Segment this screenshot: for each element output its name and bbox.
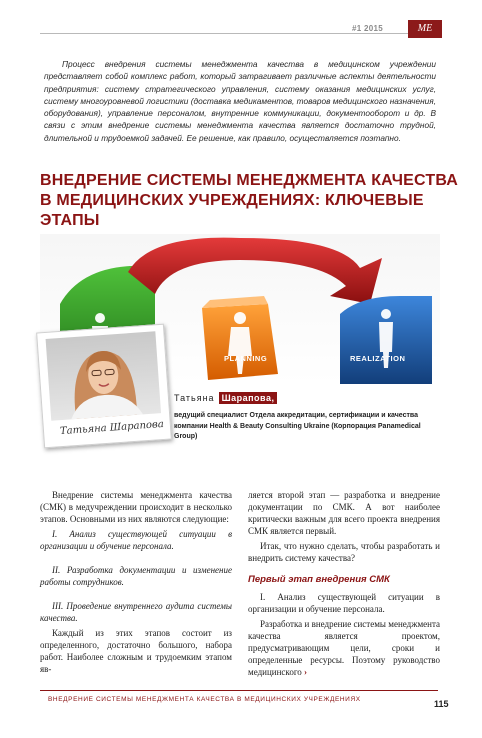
paragraph: I. Анализ существующей ситуации в организации и обучение персонала. xyxy=(248,592,440,614)
issue-number: #1 2015 xyxy=(352,24,384,33)
intro-paragraph: Процесс внедрения системы менеджмента качества в медицинском учреждении представляет собой комплекс работ, который затрагивает различные аспекты деятельности предприятия: систему стратегического управления, систему оказания медицинских услуг, систему многоуровневой логистики (доставка медикаментов, товаров медицинского назначения, оборудования), управление персоналом, внутренние коммуникации, документооборот и др. В связи с этим внедрение системы менеджмента качества является достаточно трудной, длительной и трудоемкой задачей. Ее решение, как правило, осуществляется поэтапно. xyxy=(44,59,436,143)
paragraph: Каждый из этих этапов состоит из определенного, достаточно большого, набора работ. Наиболее сложным и трудоемким этапом яв- xyxy=(40,628,232,674)
red-arrow xyxy=(128,238,382,304)
magazine-logo: МЕ xyxy=(408,20,442,38)
footer-rule xyxy=(40,690,438,691)
author-photo-frame xyxy=(36,324,172,449)
article-title: ВНЕДРЕНИЕ СИСТЕМЫ МЕНЕДЖМЕНТА КАЧЕСТВА В МЕДИЦИНСКИХ УЧРЕЖДЕНИЯХ: КЛЮЧЕВЫЕ ЭТАПЫ xyxy=(40,172,459,229)
page-header xyxy=(0,20,482,42)
page-number: 115 xyxy=(434,699,449,709)
paragraph-text: Разработка и внедрение системы менеджмента качества является проектом, предусматривающим цели, сроки и определенные ресурсы. Поэтому руководство медицинского xyxy=(248,619,440,677)
planning-label: PLANNING xyxy=(224,354,268,363)
body-column-left xyxy=(40,489,232,678)
author-signature: Татьяна Шарапова xyxy=(59,418,165,438)
author-last-name: Шарапова, xyxy=(219,392,278,404)
section-heading: Первый этап внедрения СМК xyxy=(248,574,390,585)
author-photo xyxy=(46,331,161,420)
running-title: ВНЕДРЕНИЕ СИСТЕМЫ МЕНЕДЖМЕНТА КАЧЕСТВА В МЕДИЦИНСКИХ УЧРЕЖДЕНИЯХ xyxy=(48,696,361,703)
list-item-stage-3: III. Проведение внутреннего аудита системы качества. xyxy=(40,601,232,623)
paragraph: Итак, что нужно сделать, чтобы разработать и внедрить систему качества? xyxy=(248,541,440,563)
header-rule xyxy=(40,33,408,34)
realization-label: REALIZATION xyxy=(350,354,406,363)
paragraph xyxy=(248,618,440,678)
paragraph: Внедрение системы менеджмента качества (СМК) в медучреждении происходит в несколько этапов. Основными из них являются следующие: xyxy=(40,490,232,524)
body-column-right xyxy=(248,489,440,681)
paragraph: ляется второй этап — разработка и внедрение документации по СМК. А вот наиболее критически важным для всего проекта внедрения СМК является первый. xyxy=(248,490,440,536)
portrait-graphic xyxy=(46,331,161,420)
list-item-stage-2: II. Разработка документации и изменение работы сотрудников. xyxy=(40,565,232,587)
continue-arrow-icon: › xyxy=(304,667,308,677)
list-item-stage-1: I. Анализ существующей ситуации в организации и обучение персонала. xyxy=(40,529,232,551)
author-role: ведущий специалист Отдела аккредитации, сертификации и качества компании Health & Beauty Consulting Ukraine (Корпорация Panamedical Group) xyxy=(174,412,421,440)
author-first-name: Татьяна xyxy=(174,393,215,403)
author-info xyxy=(174,388,440,443)
